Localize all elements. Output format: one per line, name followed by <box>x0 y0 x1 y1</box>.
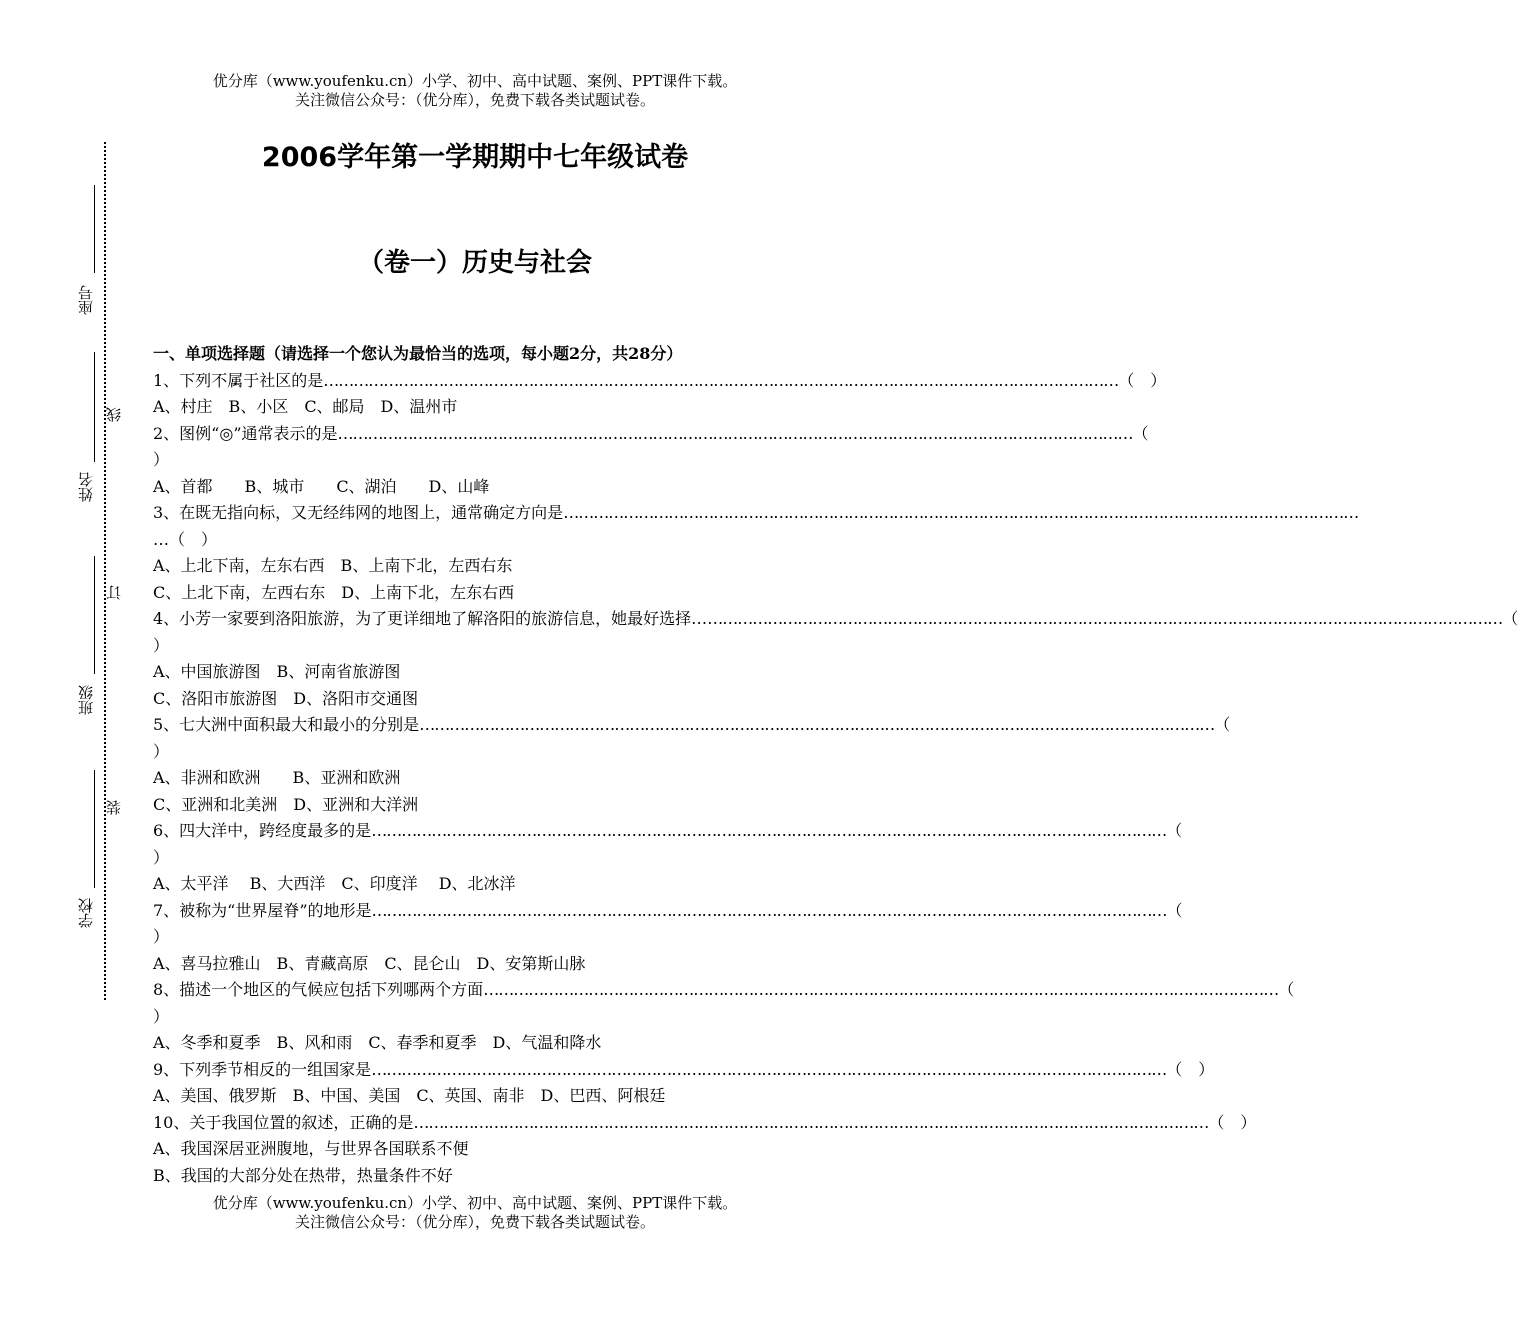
q4-options-2: C、洛阳市旅游图 D、洛阳市交通图 <box>153 688 419 708</box>
q2-text: 2、图例“◎”通常表示的是 <box>153 423 338 443</box>
leader-dots: …………………………………………………………………………………………………………………………………………… <box>413 1112 1209 1132</box>
q4-text: 4、小芳一家要到洛阳旅游，为了更详细地了解洛阳的旅游信息，她最好选择… <box>153 609 708 628</box>
binding-dotted-line <box>104 142 106 1000</box>
q1-options: A、村庄 B、小区 C、邮局 D、温州市 <box>153 397 458 416</box>
mark-line: 线 <box>105 407 123 423</box>
q2-bracket-close: ） <box>153 450 170 469</box>
q7-text: 7、被称为“世界屋脊”的地形是 <box>153 900 372 920</box>
q1-prefix: 1、下列 <box>153 370 212 390</box>
answer-bracket: （ ） <box>1118 370 1167 390</box>
q7-bracket-close: ） <box>153 927 170 946</box>
leader-dots: …………………………………………………………………………………………………………………………………………… <box>371 821 1167 840</box>
question-9 <box>153 1057 1215 1084</box>
name-label: 姓名 <box>77 472 95 502</box>
mark-bind: 订 <box>105 585 123 601</box>
q4-options-1: A、中国旅游图 B、河南省旅游图 <box>153 662 401 681</box>
leader-dots: …………………………………………………………………………………………………………………………………………… <box>707 609 1503 628</box>
question-2 <box>153 421 1149 448</box>
name-blank <box>94 352 95 462</box>
question-list <box>153 341 1518 1189</box>
question-6 <box>153 818 1183 845</box>
seat-blank <box>94 185 95 273</box>
q5-options-2: C、亚洲和北美洲 D、亚洲和大洋洲 <box>153 794 419 814</box>
q2-options: A、首都 B、城市 C、湖泊 D、山峰 <box>153 476 490 496</box>
leader-dots: …………………………………………………………………………………………………………………………………………… <box>323 370 1119 390</box>
q5-bracket-close: ） <box>153 741 170 761</box>
answer-bracket: （ ） <box>1208 1112 1257 1132</box>
watermark-header <box>0 72 950 110</box>
answer-bracket: （ <box>1132 423 1149 443</box>
watermark-line-1: 优分库（www.youfenku.cn）小学、初中、高中试题、案例、PPT课件下载。 <box>212 72 738 90</box>
q8-bracket-close: ） <box>153 1006 170 1026</box>
q9-options: A、美国、俄罗斯 B、中国、美国 C、英国、南非 D、巴西、阿根廷 <box>153 1086 666 1105</box>
class-blank <box>94 556 95 674</box>
q6-bracket-close: ） <box>153 847 170 867</box>
q10-option-b: B、我国的大部分处在热带，热量条件不好 <box>153 1165 453 1185</box>
page-subtitle: （卷一）历史与社会 <box>357 248 592 278</box>
watermark-line-2: 关注微信公众号：（优分库），免费下载各类试题试卷。 <box>294 1213 655 1231</box>
answer-bracket: （ <box>1166 900 1183 920</box>
page-title: 2006学年第一学期期中七年级试卷 <box>261 142 689 173</box>
school-blank <box>94 770 95 888</box>
q10-text: 10、关于我国位置的叙述，正确的是 <box>153 1112 414 1132</box>
watermark-footer <box>0 1194 950 1232</box>
question-5 <box>153 712 1231 739</box>
question-1 <box>153 368 1167 395</box>
q5-text: 5、七大洲中面积最大和最小的分别是 <box>153 715 420 734</box>
watermark-line-1: 优分库（www.youfenku.cn）小学、初中、高中试题、案例、PPT课件下载。 <box>212 1194 738 1212</box>
question-8 <box>153 977 1295 1004</box>
leader-dots: …………………………………………………………………………………………………………………………………………… <box>419 715 1215 734</box>
q1-suffix: 社区的是 <box>259 370 324 390</box>
seat-label: 座号 <box>77 285 95 315</box>
answer-bracket: （ <box>1278 980 1295 999</box>
leader-dots: …………………………………………………………………………………………………………………………………………… <box>563 503 1359 522</box>
answer-bracket: （ <box>1502 609 1518 628</box>
q5-options-1: A、非洲和欧洲 B、亚洲和欧洲 <box>153 768 401 787</box>
class-label: 班级 <box>77 685 95 715</box>
q7-options: A、喜马拉雅山 B、青藏高原 C、昆仑山 D、安第斯山脉 <box>153 953 586 973</box>
q10-option-a: A、我国深居亚洲腹地，与世界各国联系不便 <box>153 1139 469 1158</box>
section-heading: 一、单项选择题（请选择一个您认为最恰当的选项，每小题2分，共28分） <box>153 344 683 363</box>
q4-bracket-close: ） <box>153 635 170 655</box>
school-label: 学校 <box>77 898 95 928</box>
answer-bracket: （ <box>1214 715 1231 734</box>
question-10 <box>153 1110 1257 1137</box>
leader-dots: …………………………………………………………………………………………………………………………………………… <box>483 980 1279 999</box>
q8-text: 8、描述一个地区的气候应包括下列哪两个方面 <box>153 980 484 999</box>
q8-options: A、冬季和夏季 B、风和雨 C、春季和夏季 D、气温和降水 <box>153 1033 602 1052</box>
q6-options: A、太平洋 B、大西洋 C、印度洋 D、北冰洋 <box>153 874 516 893</box>
question-4 <box>153 606 1518 633</box>
answer-bracket: （ <box>1166 821 1183 840</box>
leader-dots: …………………………………………………………………………………………………………………………………………… <box>337 423 1133 443</box>
q3-continuation: …（ ） <box>153 529 218 549</box>
q3-text: 3、在既无指向标，又无经纬网的地图上，通常确定方向是 <box>153 503 564 522</box>
leader-dots: …………………………………………………………………………………………………………………………………………… <box>371 1059 1167 1079</box>
question-3 <box>153 500 1359 527</box>
q3-options-1: A、上北下南，左东右西 B、上南下北，左西右东 <box>153 556 513 575</box>
question-7 <box>153 898 1183 925</box>
mark-pack: 装 <box>105 800 123 816</box>
leader-dots: …………………………………………………………………………………………………………………………………………… <box>371 900 1167 920</box>
q3-options-2: C、上北下南，左西右东 D、上南下北，左东右西 <box>153 582 515 602</box>
q1-emphasis: 不属于 <box>211 370 260 390</box>
q9-text: 9、下列季节相反的一组国家是 <box>153 1059 372 1079</box>
watermark-line-2: 关注微信公众号：（优分库），免费下载各类试题试卷。 <box>294 91 655 109</box>
q6-text: 6、四大洋中，跨经度最多的是 <box>153 821 372 840</box>
answer-bracket: （ ） <box>1166 1059 1215 1079</box>
